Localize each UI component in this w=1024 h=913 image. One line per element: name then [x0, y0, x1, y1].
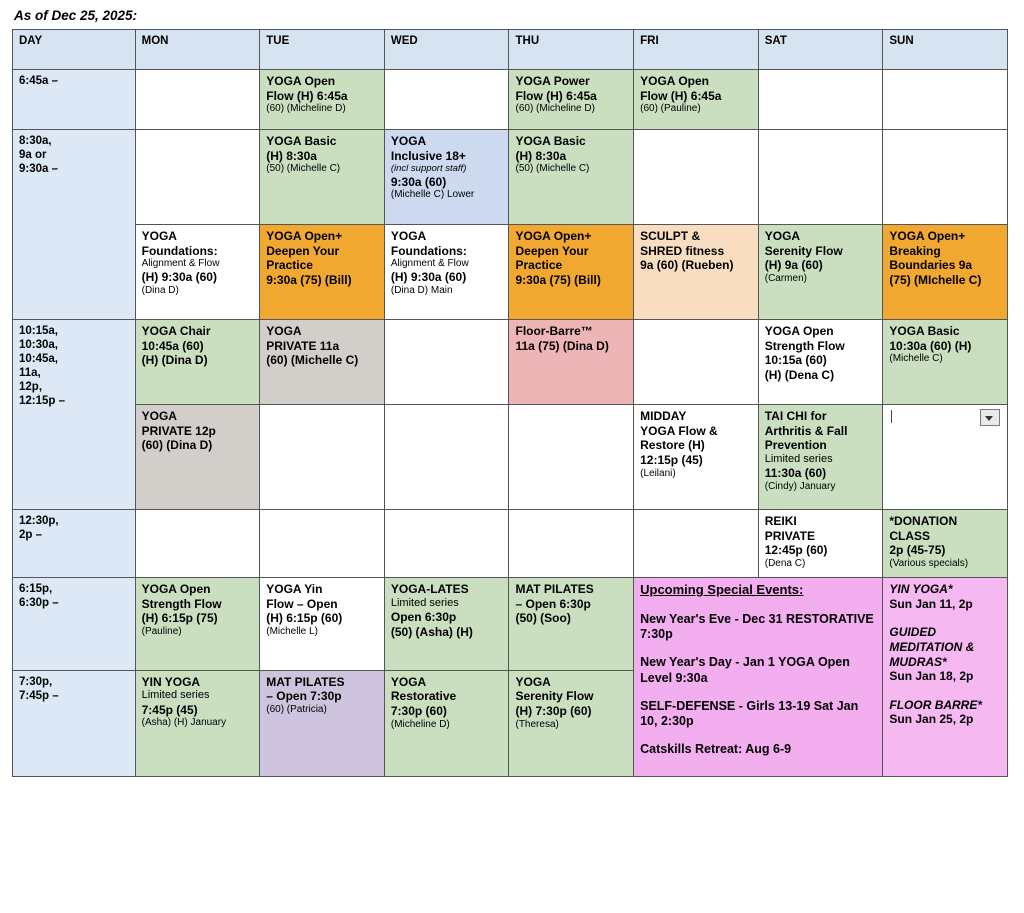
class-text-line: YIN YOGA [141, 674, 201, 689]
class-cell [135, 670, 260, 776]
class-text-line: Floor-Barre™ [515, 324, 593, 338]
class-text-line: (Cindy) January [764, 480, 836, 492]
class-cell [135, 578, 260, 671]
class-text-line: (H) (Dina D) [141, 353, 208, 368]
empty-cell [883, 130, 1008, 225]
schedule-row [13, 320, 1008, 405]
class-text-line: YOGA Open [764, 324, 834, 338]
class-text-line: 7:30p (60) [390, 704, 447, 718]
special-event-item: SELF-DEFENSE - Girls 13-19 Sat Jan 10, 2:30p [640, 698, 859, 729]
class-text-line: Inclusive 18+ [390, 148, 466, 163]
class-text-line: Serenity Flow [515, 689, 594, 704]
class-text-line: Breaking [889, 243, 941, 258]
class-text-line: Flow – Open [266, 596, 338, 611]
schedule-row [13, 225, 1008, 320]
class-text-line: YOGA [141, 229, 177, 243]
class-text-line: Restorative [390, 689, 457, 704]
empty-cell [135, 70, 260, 130]
class-text-line: 9:30a (75) (Bill) [515, 272, 601, 287]
class-text-line: Serenity Flow [764, 243, 843, 258]
class-text-line: (60) (Micheline D) [515, 103, 595, 115]
class-text-line: – Open 7:30p [266, 689, 342, 704]
class-text-line: Deepen Your [266, 243, 340, 258]
class-text-line: (H) 6:15p (75) [141, 611, 218, 626]
class-text-line: *DONATION [889, 514, 958, 528]
class-text-line: Restore (H) [640, 438, 705, 453]
schedule-row [13, 578, 1008, 671]
class-text-line: (Various specials) [889, 557, 969, 569]
class-cell [883, 225, 1008, 320]
class-text-line: (75) (MIchelle C) [889, 272, 982, 287]
class-text-line: YOGA-LATES [390, 582, 469, 596]
class-text-line: (Pauline) [141, 625, 182, 637]
empty-cell [384, 320, 509, 405]
time-label-cell: 10:15a, 10:30a, 10:45a, 11a, 12p, 12:15p – [13, 320, 136, 510]
class-text-line: (Micheline D) [390, 718, 450, 730]
class-text-line: Foundations: [390, 243, 467, 258]
class-text-line: (60) (Patricia) [266, 704, 327, 715]
sunday-specials-panel [883, 578, 1008, 777]
class-text-line: YOGA [390, 674, 427, 689]
time-label-cell: 8:30a, 9a or 9:30a – [13, 130, 136, 320]
class-text-line: YOGA Chair [141, 324, 211, 338]
class-text-line: Foundations: [141, 243, 218, 258]
class-text-line: (60) (Micheline D) [266, 103, 346, 115]
class-cell [260, 225, 385, 320]
class-text-line: 9:30a (60) [390, 174, 447, 189]
class-text-line: 11:30a (60) [764, 466, 827, 481]
class-text-line: (H) (Dena C) [764, 367, 835, 382]
class-text-line: YOGA Open+ [889, 229, 966, 243]
class-text-line: 10:30a (60) (H) [889, 338, 972, 353]
class-cell [384, 578, 509, 671]
dropdown-cell [883, 405, 1008, 510]
empty-cell [509, 510, 634, 578]
column-header-sun: SUN [883, 30, 1008, 70]
class-cell [384, 670, 509, 776]
class-text-line: YOGA Basic [889, 324, 960, 338]
class-text-line: YOGA Basic [515, 134, 586, 148]
as-of-date: As of Dec 25, 2025: [14, 8, 138, 23]
class-cell [260, 320, 385, 405]
time-label-cell: 7:30p, 7:45p – [13, 670, 136, 776]
class-text-line: (Carmen) [764, 272, 807, 284]
class-text-line: Strength Flow [141, 596, 222, 611]
class-cell [135, 320, 260, 405]
class-cell [883, 510, 1008, 578]
column-header-fri: FRI [634, 30, 759, 70]
class-text-line: (60) (Pauline) [640, 103, 701, 115]
empty-cell [135, 130, 260, 225]
class-text-line: 2p (45-75) [889, 543, 946, 558]
chevron-down-icon[interactable] [980, 409, 1000, 426]
special-event-item: New Year's Day - Jan 1 YOGA Open Level 9:30a [640, 655, 850, 685]
class-text-line: (50) (Soo) [515, 611, 571, 626]
class-text-line: YOGA Yin [266, 582, 323, 596]
sunday-special-item: GUIDED MEDITATION & MUDRAS* Sun Jan 18, 2p [889, 625, 975, 684]
class-cell [260, 130, 385, 225]
column-header-mon: MON [135, 30, 260, 70]
class-text-line: Limited series [390, 596, 459, 609]
class-text-line: Alignment & Flow [141, 258, 220, 270]
class-text-line: Limited series [141, 689, 210, 702]
class-cell [634, 405, 759, 510]
time-label-cell: 6:15p, 6:30p – [13, 578, 136, 671]
time-label-cell: 12:30p, 2p – [13, 510, 136, 578]
class-cell [260, 670, 385, 776]
class-text-line: Practice [266, 258, 313, 273]
class-text-line: (Theresa) [515, 718, 559, 730]
class-text-line: (50) (Michelle C) [515, 163, 590, 175]
class-text-line: YOGA Open+ [266, 229, 343, 243]
class-text-line: 9a (60) (Rueben) [640, 258, 734, 273]
empty-cell [384, 510, 509, 578]
class-text-line: 11a (75) (Dina D) [515, 338, 609, 353]
class-text-line: YOGA [390, 229, 427, 243]
class-text-line: (60) (Dina D) [141, 438, 213, 453]
empty-cell [634, 510, 759, 578]
class-text-line: 9:30a (75) (Bill) [266, 272, 352, 287]
class-cell [384, 130, 509, 225]
special-event-item: Catskills Retreat: Aug 6-9 [640, 742, 792, 757]
class-text-line: YOGA [390, 134, 427, 148]
empty-cell [384, 70, 509, 130]
class-cell [634, 70, 759, 130]
class-cell [883, 320, 1008, 405]
class-text-line: Arthritis & Fall [764, 423, 848, 438]
schedule-row [13, 70, 1008, 130]
class-text-line: (Michelle C) Lower [390, 189, 475, 201]
class-cell [509, 225, 634, 320]
class-text-line: YOGA [266, 324, 302, 338]
class-text-line: Prevention [764, 438, 827, 453]
class-text-line: 12:15p (45) [640, 452, 703, 467]
special-event-item: New Year's Eve - Dec 31 RESTORATIVE 7:30p [640, 611, 874, 642]
column-header-thu: THU [509, 30, 634, 70]
class-text-line: Flow (H) 6:45a [266, 88, 348, 103]
class-text-line: (incl support staff) [390, 163, 467, 175]
empty-cell [758, 70, 883, 130]
empty-cell [509, 405, 634, 510]
column-header-day: DAY [13, 30, 136, 70]
class-text-line: Practice [515, 258, 563, 273]
class-text-line: 10:45a (60) [141, 338, 204, 353]
class-cell [758, 405, 883, 510]
class-text-line: YOGA [764, 229, 801, 243]
class-text-line: (60) (Michelle C) [266, 353, 359, 368]
class-text-line: SHRED fitness [640, 243, 725, 258]
text-cursor [891, 410, 892, 423]
class-text-line: (H) 9:30a (60) [390, 270, 467, 285]
class-text-line: CLASS [889, 528, 931, 543]
class-text-line: YOGA Open [640, 74, 710, 88]
class-text-line: SCULPT & [640, 229, 701, 243]
class-text-line: MAT PILATES [266, 674, 345, 689]
class-text-line: PRIVATE 11a [266, 338, 340, 353]
class-text-line: Limited series [764, 452, 833, 465]
class-text-line: Boundaries 9a [889, 258, 973, 273]
class-text-line: Flow (H) 6:45a [640, 88, 722, 103]
table-header-row [13, 30, 1008, 70]
time-label-cell: 6:45a – [13, 70, 136, 130]
schedule-row [13, 405, 1008, 510]
class-text-line: (H) 8:30a [515, 148, 567, 163]
class-text-line: Open 6:30p [390, 610, 457, 625]
class-text-line: YOGA Power [515, 74, 590, 88]
class-text-line: MIDDAY [640, 409, 687, 423]
class-text-line: YOGA Open [141, 582, 211, 596]
class-text-line: YOGA Open+ [515, 229, 592, 243]
class-text-line: (H) 8:30a [266, 148, 317, 163]
class-text-line: (H) 9:30a (60) [141, 270, 217, 285]
class-cell [634, 225, 759, 320]
class-text-line: (Dena C) [764, 557, 806, 569]
class-text-line: (H) 9a (60) [764, 258, 823, 273]
empty-cell [260, 405, 385, 510]
class-cell [758, 320, 883, 405]
class-text-line: Flow (H) 6:45a [515, 88, 597, 103]
empty-cell [384, 405, 509, 510]
class-text-line: – Open 6:30p [515, 596, 591, 611]
class-text-line: MAT PILATES [515, 582, 594, 596]
class-text-line: PRIVATE [764, 528, 815, 543]
class-text-line: (H) 6:15p (60) [266, 611, 343, 626]
class-cell [509, 578, 634, 671]
empty-cell [634, 320, 759, 405]
special-events-panel [634, 578, 883, 777]
class-text-line: (50) (Asha) (H) [390, 624, 473, 639]
class-cell [758, 510, 883, 578]
class-text-line: 7:45p (45) [141, 702, 198, 717]
schedule-row [13, 130, 1008, 225]
class-text-line: (Asha) (H) January [141, 717, 227, 729]
column-header-tue: TUE [260, 30, 385, 70]
schedule-row [13, 510, 1008, 578]
empty-cell [758, 130, 883, 225]
empty-cell [135, 510, 260, 578]
class-text-line: YOGA Basic [266, 134, 337, 148]
class-text-line: (Dina D) [141, 285, 179, 297]
class-text-line: (Michelle C) [889, 353, 943, 365]
class-text-line: (H) 7:30p (60) [515, 704, 592, 718]
class-text-line: TAI CHI for [764, 409, 827, 423]
weekly-schedule-table [12, 29, 1008, 777]
column-header-wed: WED [384, 30, 509, 70]
class-cell [135, 225, 260, 320]
class-text-line: (Michelle L) [266, 625, 318, 637]
class-cell [260, 70, 385, 130]
class-text-line: 12:45p (60) [764, 543, 828, 558]
class-cell [384, 225, 509, 320]
class-text-line: REIKI [764, 514, 797, 528]
class-text-line: (50) (Michelle C) [266, 163, 341, 175]
special-events-heading: Upcoming Special Events: [640, 582, 804, 597]
class-text-line: 10:15a (60) [764, 353, 827, 368]
table-body [13, 70, 1008, 777]
column-header-sat: SAT [758, 30, 883, 70]
class-text-line: Deepen Your [515, 243, 589, 258]
class-text-line: Alignment & Flow [390, 258, 469, 270]
class-cell [135, 405, 260, 510]
empty-cell [260, 510, 385, 578]
class-cell [509, 670, 634, 776]
class-text-line: PRIVATE 12p [141, 423, 216, 438]
empty-cell [634, 130, 759, 225]
class-text-line: Strength Flow [764, 338, 845, 353]
class-text-line: (Dina D) Main [390, 285, 453, 297]
class-text-line: YOGA Flow & [640, 423, 718, 438]
class-cell [509, 320, 634, 405]
class-text-line: (Leilani) [640, 467, 676, 479]
class-text-line: YOGA [141, 409, 177, 423]
class-cell [758, 225, 883, 320]
class-cell [509, 70, 634, 130]
class-cell [260, 578, 385, 671]
sunday-special-item: YIN YOGA* Sun Jan 11, 2p [889, 582, 973, 611]
sunday-special-item: FLOOR BARRE* Sun Jan 25, 2p [889, 697, 983, 727]
class-text-line: YOGA Open [266, 74, 336, 88]
empty-cell [883, 70, 1008, 130]
class-cell [509, 130, 634, 225]
class-text-line: YOGA [515, 674, 551, 689]
